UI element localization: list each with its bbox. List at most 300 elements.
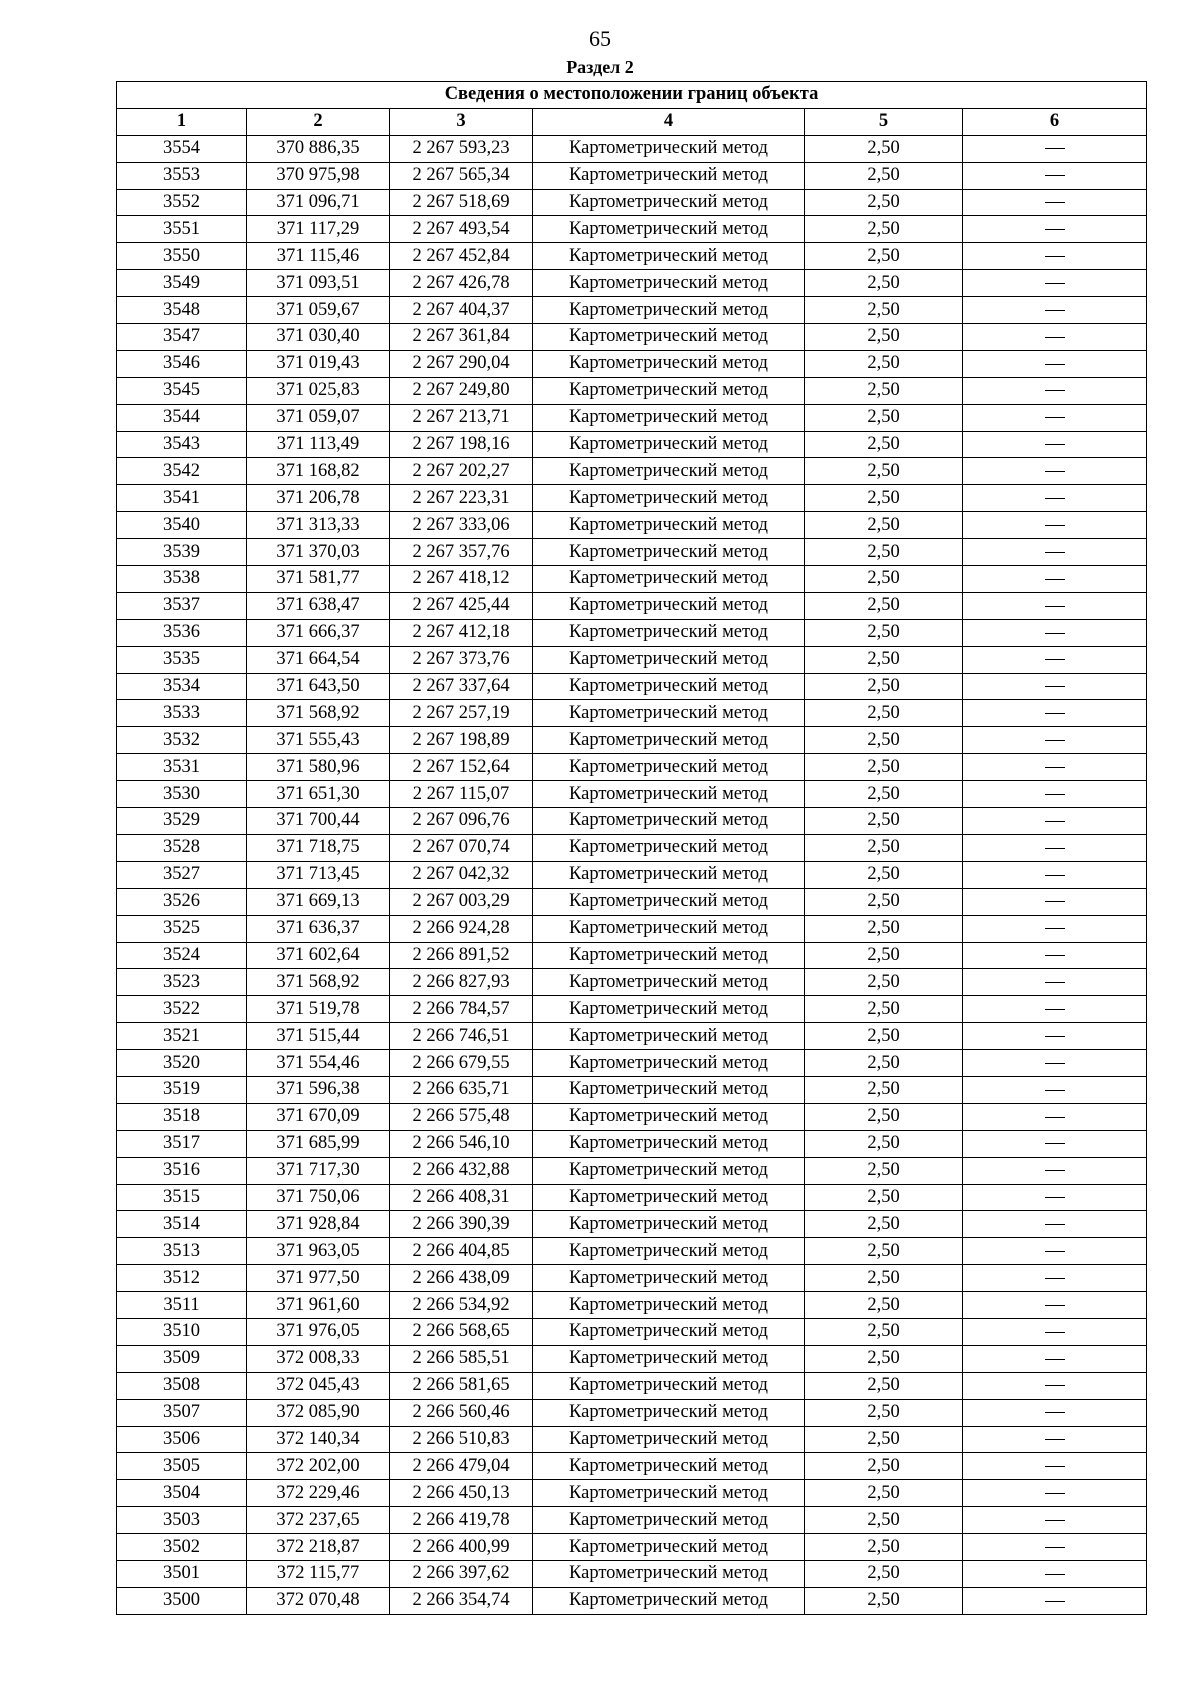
accuracy-cell: 2,50 [805,646,963,673]
accuracy-cell: 2,50 [805,404,963,431]
accuracy-cell: 2,50 [805,996,963,1023]
point-number-cell: 3514 [117,1211,247,1238]
description-cell [963,1050,1147,1077]
y-coordinate-cell: 2 266 510,83 [390,1426,533,1453]
x-coordinate-cell: 371 568,92 [247,969,390,996]
description-cell [963,808,1147,835]
description-cell [963,458,1147,485]
point-number-cell: 3544 [117,404,247,431]
y-coordinate-cell: 2 267 426,78 [390,270,533,297]
empty-dash-mark [1045,1143,1065,1144]
table-row [117,834,1147,861]
accuracy-cell: 2,50 [805,754,963,781]
point-number-cell: 3545 [117,377,247,404]
accuracy-cell: 2,50 [805,377,963,404]
x-coordinate-cell: 371 651,30 [247,781,390,808]
table-row [117,189,1147,216]
table-row [117,324,1147,351]
y-coordinate-cell: 2 266 534,92 [390,1292,533,1319]
column-header-row [117,108,1147,135]
method-cell: Картометрический метод [533,754,805,781]
point-number-cell: 3553 [117,162,247,189]
point-number-cell: 3508 [117,1372,247,1399]
accuracy-cell: 2,50 [805,808,963,835]
description-cell [963,592,1147,619]
description-cell [963,1587,1147,1614]
y-coordinate-cell: 2 267 070,74 [390,834,533,861]
accuracy-cell: 2,50 [805,1345,963,1372]
point-number-cell: 3504 [117,1480,247,1507]
x-coordinate-cell: 371 961,60 [247,1292,390,1319]
accuracy-cell: 2,50 [805,1130,963,1157]
accuracy-cell: 2,50 [805,431,963,458]
x-coordinate-cell: 371 977,50 [247,1265,390,1292]
accuracy-cell: 2,50 [805,1050,963,1077]
empty-dash-mark [1045,928,1065,929]
description-cell [963,1480,1147,1507]
table-row [117,1480,1147,1507]
empty-dash-mark [1045,525,1065,526]
empty-dash-mark [1045,471,1065,472]
accuracy-cell: 2,50 [805,969,963,996]
table-row [117,404,1147,431]
empty-dash-mark [1045,1305,1065,1306]
description-cell [963,1265,1147,1292]
y-coordinate-cell: 2 266 546,10 [390,1130,533,1157]
method-cell: Картометрический метод [533,566,805,593]
method-cell: Картометрический метод [533,431,805,458]
point-number-cell: 3533 [117,700,247,727]
empty-dash-mark [1045,1036,1065,1037]
table-row [117,458,1147,485]
point-number-cell: 3509 [117,1345,247,1372]
description-cell [963,377,1147,404]
point-number-cell: 3554 [117,135,247,162]
method-cell: Картометрический метод [533,888,805,915]
x-coordinate-cell: 372 045,43 [247,1372,390,1399]
empty-dash-mark [1045,875,1065,876]
method-cell: Картометрический метод [533,1076,805,1103]
point-number-cell: 3521 [117,1023,247,1050]
point-number-cell: 3526 [117,888,247,915]
description-cell [963,324,1147,351]
table-row [117,1560,1147,1587]
x-coordinate-cell: 372 115,77 [247,1560,390,1587]
empty-dash-mark [1045,1412,1065,1413]
description-cell [963,189,1147,216]
accuracy-cell: 2,50 [805,512,963,539]
y-coordinate-cell: 2 266 560,46 [390,1399,533,1426]
method-cell: Картометрический метод [533,996,805,1023]
x-coordinate-cell: 371 206,78 [247,485,390,512]
empty-dash-mark [1045,1332,1065,1333]
accuracy-cell: 2,50 [805,1507,963,1534]
table-row [117,1292,1147,1319]
y-coordinate-cell: 2 266 408,31 [390,1184,533,1211]
method-cell: Картометрический метод [533,1534,805,1561]
x-coordinate-cell: 371 963,05 [247,1238,390,1265]
column-header-3: 3 [390,108,533,135]
method-cell: Картометрический метод [533,243,805,270]
description-cell [963,1507,1147,1534]
point-number-cell: 3537 [117,592,247,619]
empty-dash-mark [1045,659,1065,660]
x-coordinate-cell: 371 718,75 [247,834,390,861]
section-title: Раздел 2 [566,57,634,77]
description-cell [963,243,1147,270]
accuracy-cell: 2,50 [805,135,963,162]
empty-dash-mark [1045,175,1065,176]
description-cell [963,727,1147,754]
y-coordinate-cell: 2 266 404,85 [390,1238,533,1265]
empty-dash-mark [1045,982,1065,983]
empty-dash-mark [1045,848,1065,849]
empty-dash-mark [1045,417,1065,418]
accuracy-cell: 2,50 [805,1076,963,1103]
table-row [117,1211,1147,1238]
description-cell [963,834,1147,861]
empty-dash-mark [1045,1520,1065,1521]
y-coordinate-cell: 2 267 096,76 [390,808,533,835]
empty-dash-mark [1045,229,1065,230]
accuracy-cell: 2,50 [805,1587,963,1614]
table-row [117,350,1147,377]
x-coordinate-cell: 372 237,65 [247,1507,390,1534]
table-row [117,754,1147,781]
y-coordinate-cell: 2 267 042,32 [390,861,533,888]
point-number-cell: 3532 [117,727,247,754]
y-coordinate-cell: 2 267 152,64 [390,754,533,781]
description-cell [963,754,1147,781]
point-number-cell: 3529 [117,808,247,835]
table-row [117,1453,1147,1480]
method-cell: Картометрический метод [533,1265,805,1292]
empty-dash-mark [1045,579,1065,580]
description-cell [963,1372,1147,1399]
point-number-cell: 3527 [117,861,247,888]
empty-dash-mark [1045,1090,1065,1091]
accuracy-cell: 2,50 [805,700,963,727]
x-coordinate-cell: 371 636,37 [247,915,390,942]
table-row [117,431,1147,458]
y-coordinate-cell: 2 267 518,69 [390,189,533,216]
empty-dash-mark [1045,606,1065,607]
empty-dash-mark [1045,740,1065,741]
empty-dash-mark [1045,1359,1065,1360]
y-coordinate-cell: 2 266 679,55 [390,1050,533,1077]
point-number-cell: 3534 [117,673,247,700]
accuracy-cell: 2,50 [805,1157,963,1184]
method-cell: Картометрический метод [533,808,805,835]
table-row [117,942,1147,969]
method-cell: Картометрический метод [533,404,805,431]
point-number-cell: 3520 [117,1050,247,1077]
method-cell: Картометрический метод [533,1453,805,1480]
empty-dash-mark [1045,1063,1065,1064]
method-cell: Картометрический метод [533,592,805,619]
point-number-cell: 3539 [117,539,247,566]
x-coordinate-cell: 372 202,00 [247,1453,390,1480]
y-coordinate-cell: 2 267 003,29 [390,888,533,915]
method-cell: Картометрический метод [533,619,805,646]
y-coordinate-cell: 2 266 746,51 [390,1023,533,1050]
description-cell [963,1238,1147,1265]
point-number-cell: 3547 [117,324,247,351]
table-row [117,162,1147,189]
y-coordinate-cell: 2 267 418,12 [390,566,533,593]
point-number-cell: 3540 [117,512,247,539]
x-coordinate-cell: 371 664,54 [247,646,390,673]
table-row [117,700,1147,727]
y-coordinate-cell: 2 266 438,09 [390,1265,533,1292]
empty-dash-mark [1045,1466,1065,1467]
empty-dash-mark [1045,1385,1065,1386]
point-number-cell: 3530 [117,781,247,808]
y-coordinate-cell: 2 266 400,99 [390,1534,533,1561]
point-number-cell: 3501 [117,1560,247,1587]
empty-dash-mark [1045,1601,1065,1602]
x-coordinate-cell: 371 515,44 [247,1023,390,1050]
y-coordinate-cell: 2 267 290,04 [390,350,533,377]
empty-dash-mark [1045,686,1065,687]
method-cell: Картометрический метод [533,1023,805,1050]
point-number-cell: 3507 [117,1399,247,1426]
x-coordinate-cell: 371 928,84 [247,1211,390,1238]
empty-dash-mark [1045,1170,1065,1171]
empty-dash-mark [1045,202,1065,203]
point-number-cell: 3551 [117,216,247,243]
empty-dash-mark [1045,821,1065,822]
y-coordinate-cell: 2 267 404,37 [390,297,533,324]
x-coordinate-cell: 371 976,05 [247,1318,390,1345]
x-coordinate-cell: 372 140,34 [247,1426,390,1453]
table-row [117,1587,1147,1614]
table-row [117,1238,1147,1265]
method-cell: Картометрический метод [533,135,805,162]
x-coordinate-cell: 372 218,87 [247,1534,390,1561]
method-cell: Картометрический метод [533,1050,805,1077]
description-cell [963,539,1147,566]
point-number-cell: 3525 [117,915,247,942]
empty-dash-mark [1045,283,1065,284]
x-coordinate-cell: 371 313,33 [247,512,390,539]
x-coordinate-cell: 371 643,50 [247,673,390,700]
empty-dash-mark [1045,390,1065,391]
column-header-1: 1 [117,108,247,135]
table-row [117,646,1147,673]
table-row [117,297,1147,324]
point-number-cell: 3543 [117,431,247,458]
x-coordinate-cell: 371 030,40 [247,324,390,351]
x-coordinate-cell: 371 568,92 [247,700,390,727]
accuracy-cell: 2,50 [805,485,963,512]
method-cell: Картометрический метод [533,1103,805,1130]
accuracy-cell: 2,50 [805,1103,963,1130]
table-row [117,1023,1147,1050]
table-row [117,539,1147,566]
x-coordinate-cell: 372 229,46 [247,1480,390,1507]
y-coordinate-cell: 2 266 390,39 [390,1211,533,1238]
table-row [117,1103,1147,1130]
table-row [117,781,1147,808]
x-coordinate-cell: 371 666,37 [247,619,390,646]
y-coordinate-cell: 2 267 202,27 [390,458,533,485]
table-row [117,888,1147,915]
accuracy-cell: 2,50 [805,1292,963,1319]
y-coordinate-cell: 2 266 827,93 [390,969,533,996]
empty-dash-mark [1045,1117,1065,1118]
accuracy-cell: 2,50 [805,1480,963,1507]
method-cell: Картометрический метод [533,727,805,754]
method-cell: Картометрический метод [533,834,805,861]
table-row [117,1184,1147,1211]
point-number-cell: 3535 [117,646,247,673]
x-coordinate-cell: 371 093,51 [247,270,390,297]
x-coordinate-cell: 370 886,35 [247,135,390,162]
description-cell [963,431,1147,458]
x-coordinate-cell: 372 070,48 [247,1587,390,1614]
x-coordinate-cell: 371 019,43 [247,350,390,377]
method-cell: Картометрический метод [533,1507,805,1534]
description-cell [963,566,1147,593]
description-cell [963,297,1147,324]
table-caption: Сведения о местоположении границ объекта [117,82,1147,109]
description-cell [963,673,1147,700]
accuracy-cell: 2,50 [805,162,963,189]
y-coordinate-cell: 2 267 412,18 [390,619,533,646]
description-cell [963,1292,1147,1319]
accuracy-cell: 2,50 [805,297,963,324]
description-cell [963,700,1147,727]
accuracy-cell: 2,50 [805,888,963,915]
point-number-cell: 3516 [117,1157,247,1184]
method-cell: Картометрический метод [533,324,805,351]
x-coordinate-cell: 371 370,03 [247,539,390,566]
method-cell: Картометрический метод [533,162,805,189]
point-number-cell: 3548 [117,297,247,324]
empty-dash-mark [1045,955,1065,956]
empty-dash-mark [1045,633,1065,634]
method-cell: Картометрический метод [533,1372,805,1399]
table-row [117,1157,1147,1184]
description-cell [963,1426,1147,1453]
description-cell [963,135,1147,162]
description-cell [963,485,1147,512]
accuracy-cell: 2,50 [805,189,963,216]
x-coordinate-cell: 371 717,30 [247,1157,390,1184]
table-row [117,1318,1147,1345]
page-number: 65 [589,26,611,51]
point-number-cell: 3503 [117,1507,247,1534]
accuracy-cell: 2,50 [805,458,963,485]
accuracy-cell: 2,50 [805,1372,963,1399]
point-number-cell: 3552 [117,189,247,216]
accuracy-cell: 2,50 [805,592,963,619]
table-row [117,216,1147,243]
description-cell [963,996,1147,1023]
point-number-cell: 3515 [117,1184,247,1211]
point-number-cell: 3523 [117,969,247,996]
x-coordinate-cell: 371 669,13 [247,888,390,915]
method-cell: Картометрический метод [533,377,805,404]
point-number-cell: 3524 [117,942,247,969]
accuracy-cell: 2,50 [805,1238,963,1265]
point-number-cell: 3542 [117,458,247,485]
empty-dash-mark [1045,364,1065,365]
accuracy-cell: 2,50 [805,216,963,243]
y-coordinate-cell: 2 267 333,06 [390,512,533,539]
table-row [117,1345,1147,1372]
method-cell: Картометрический метод [533,458,805,485]
y-coordinate-cell: 2 266 581,65 [390,1372,533,1399]
description-cell [963,1534,1147,1561]
x-coordinate-cell: 371 025,83 [247,377,390,404]
point-number-cell: 3500 [117,1587,247,1614]
y-coordinate-cell: 2 267 565,34 [390,162,533,189]
method-cell: Картометрический метод [533,1238,805,1265]
description-cell [963,942,1147,969]
empty-dash-mark [1045,794,1065,795]
empty-dash-mark [1045,1574,1065,1575]
method-cell: Картометрический метод [533,485,805,512]
table-row [117,727,1147,754]
description-cell [963,1560,1147,1587]
empty-dash-mark [1045,1251,1065,1252]
empty-dash-mark [1045,1197,1065,1198]
accuracy-cell: 2,50 [805,1023,963,1050]
y-coordinate-cell: 2 267 198,89 [390,727,533,754]
table-row [117,969,1147,996]
accuracy-cell: 2,50 [805,915,963,942]
table-row [117,619,1147,646]
y-coordinate-cell: 2 266 479,04 [390,1453,533,1480]
empty-dash-mark [1045,1547,1065,1548]
y-coordinate-cell: 2 267 257,19 [390,700,533,727]
y-coordinate-cell: 2 266 891,52 [390,942,533,969]
description-cell [963,270,1147,297]
method-cell: Картометрический метод [533,189,805,216]
empty-dash-mark [1045,1224,1065,1225]
description-cell [963,1318,1147,1345]
description-cell [963,1211,1147,1238]
accuracy-cell: 2,50 [805,1211,963,1238]
table-row [117,1050,1147,1077]
description-cell [963,1453,1147,1480]
point-number-cell: 3550 [117,243,247,270]
accuracy-cell: 2,50 [805,834,963,861]
table-row [117,861,1147,888]
point-number-cell: 3512 [117,1265,247,1292]
accuracy-cell: 2,50 [805,539,963,566]
method-cell: Картометрический метод [533,861,805,888]
y-coordinate-cell: 2 267 249,80 [390,377,533,404]
description-cell [963,888,1147,915]
description-cell [963,350,1147,377]
point-number-cell: 3517 [117,1130,247,1157]
x-coordinate-cell: 371 519,78 [247,996,390,1023]
column-header-5: 5 [805,108,963,135]
description-cell [963,619,1147,646]
accuracy-cell: 2,50 [805,243,963,270]
method-cell: Картометрический метод [533,700,805,727]
table-row [117,1426,1147,1453]
empty-dash-mark [1045,1493,1065,1494]
point-number-cell: 3528 [117,834,247,861]
method-cell: Картометрический метод [533,297,805,324]
method-cell: Картометрический метод [533,512,805,539]
description-cell [963,915,1147,942]
method-cell: Картометрический метод [533,1318,805,1345]
